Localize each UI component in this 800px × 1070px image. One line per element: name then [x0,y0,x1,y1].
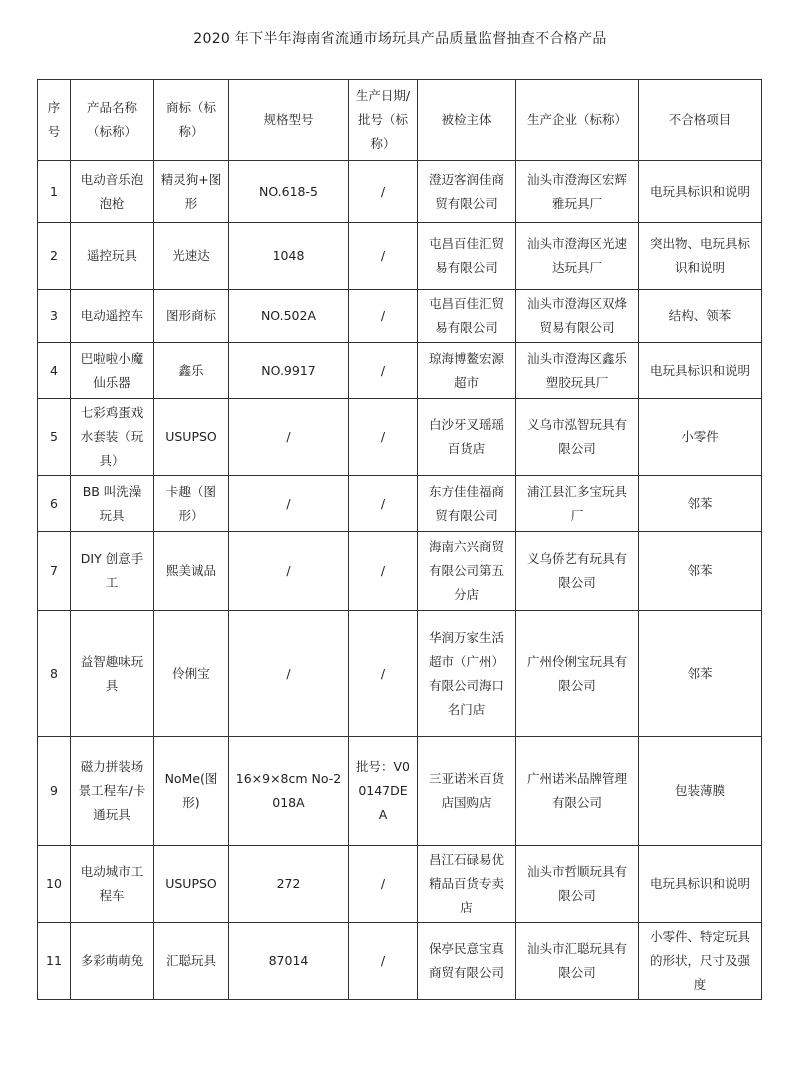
table-cell: 义乌市泓智玩具有限公司 [516,399,639,476]
table-cell: 7 [38,532,71,611]
table-cell: 小零件 [639,399,762,476]
table-body [38,161,762,1000]
table-cell: 熙美诚品 [154,532,229,611]
table-cell: 东方佳佳福商贸有限公司 [418,476,516,532]
table-cell: / [349,532,418,611]
table-cell: 电动城市工程车 [71,846,154,923]
table-cell: 电玩具标识和说明 [639,161,762,223]
table-cell: 浦江县汇多宝玩具厂 [516,476,639,532]
header-cell: 序号 [38,80,71,161]
table-cell: / [349,476,418,532]
table-row [38,290,762,343]
table-cell: / [349,290,418,343]
table-cell: 1 [38,161,71,223]
table-cell: 保亭民意宝真商贸有限公司 [418,923,516,1000]
table-cell: NoMe(图形) [154,737,229,846]
table-cell: 汇聪玩具 [154,923,229,1000]
table-row [38,476,762,532]
table-cell: / [349,923,418,1000]
nonconforming-products-table [37,79,762,1000]
table-cell: 电动音乐泡泡枪 [71,161,154,223]
table-cell: 电玩具标识和说明 [639,846,762,923]
table-cell: 8 [38,611,71,737]
table-cell: 光速达 [154,223,229,290]
table-cell: 邻苯 [639,611,762,737]
table-cell: 琼海博鳌宏源超市 [418,343,516,399]
table-cell: 七彩鸡蛋戏水套装（玩具） [71,399,154,476]
table-cell: 海南六兴商贸有限公司第五分店 [418,532,516,611]
table-header-row [38,80,762,161]
table-cell: 多彩萌萌兔 [71,923,154,1000]
table-cell: 包装薄膜 [639,737,762,846]
table-cell: 澄迈客润佳商贸有限公司 [418,161,516,223]
table-cell: 小零件、特定玩具的形状，尺寸及强度 [639,923,762,1000]
table-row [38,737,762,846]
table-cell: / [229,611,349,737]
table-cell: NO.502A [229,290,349,343]
table-cell: / [229,476,349,532]
table-cell: 卡趣（图形） [154,476,229,532]
table-cell: NO.618-5 [229,161,349,223]
table-cell: 6 [38,476,71,532]
table-cell: 白沙牙叉瑶瑶百货店 [418,399,516,476]
table-cell: 结构、领苯 [639,290,762,343]
header-cell: 生产日期/批号（标称） [349,80,418,161]
table-cell: 巴啦啦小魔仙乐器 [71,343,154,399]
table-cell: 4 [38,343,71,399]
table-cell: / [349,611,418,737]
table-row [38,923,762,1000]
header-cell: 商标（标称） [154,80,229,161]
table-cell: 三亚诺米百货店国购店 [418,737,516,846]
table-cell: 益智趣味玩具 [71,611,154,737]
table-row [38,611,762,737]
table-cell: 汕头市澄海区光速达玩具厂 [516,223,639,290]
table-cell: 屯昌百佳汇贸易有限公司 [418,223,516,290]
table-cell: 鑫乐 [154,343,229,399]
table-cell: / [349,343,418,399]
table-cell: 邻苯 [639,476,762,532]
table-cell: 电玩具标识和说明 [639,343,762,399]
table-cell: 突出物、电玩具标识和说明 [639,223,762,290]
table-cell: 汕头市澄海区宏辉雅玩具厂 [516,161,639,223]
table-row [38,532,762,611]
table-cell: / [349,161,418,223]
table-cell: NO.9917 [229,343,349,399]
header-cell: 规格型号 [229,80,349,161]
table-cell: 汕头市澄海区鑫乐塑胶玩具厂 [516,343,639,399]
table-cell: 华润万家生活超市（广州）有限公司海口名门店 [418,611,516,737]
table-cell: 邻苯 [639,532,762,611]
table-cell: / [349,846,418,923]
table-row [38,343,762,399]
header-cell: 不合格项目 [639,80,762,161]
table-cell: 5 [38,399,71,476]
table-cell: 义乌侨艺有玩具有限公司 [516,532,639,611]
table-cell: 伶俐宝 [154,611,229,737]
table-row [38,399,762,476]
table-cell: DIY 创意手工 [71,532,154,611]
table-cell: 昌江石碌易优精品百货专卖店 [418,846,516,923]
table-cell: 272 [229,846,349,923]
table-cell: 汕头市哲顺玩具有限公司 [516,846,639,923]
table-cell: 电动遥控车 [71,290,154,343]
table-cell: 屯昌百佳汇贸易有限公司 [418,290,516,343]
table-cell: 10 [38,846,71,923]
document-title: 2020 年下半年海南省流通市场玩具产品质量监督抽查不合格产品 [193,31,607,47]
header-cell: 生产企业（标称） [516,80,639,161]
table-cell: 9 [38,737,71,846]
table-cell: 汕头市汇聪玩具有限公司 [516,923,639,1000]
table-cell: 汕头市澄海区双烽贸易有限公司 [516,290,639,343]
table-cell: 批号：V00147DEA [349,737,418,846]
table-cell: / [229,399,349,476]
table-row [38,846,762,923]
table-cell: 87014 [229,923,349,1000]
table-cell: 11 [38,923,71,1000]
table-cell: 磁力拼装场景工程车/卡通玩具 [71,737,154,846]
table-cell: 遥控玩具 [71,223,154,290]
table-cell: 图形商标 [154,290,229,343]
table-cell: BB 叫洗澡玩具 [71,476,154,532]
header-cell: 被检主体 [418,80,516,161]
table-row [38,161,762,223]
table-cell: / [349,399,418,476]
table-cell: 2 [38,223,71,290]
table-cell: 精灵狗+图形 [154,161,229,223]
table-cell: 广州伶俐宝玩具有限公司 [516,611,639,737]
table-cell: 16×9×8cm No-2018A [229,737,349,846]
table-row [38,223,762,290]
table-cell: 广州诺米品牌管理有限公司 [516,737,639,846]
table-cell: USUPSO [154,846,229,923]
table-cell: / [349,223,418,290]
table-cell: 1048 [229,223,349,290]
table-cell: 3 [38,290,71,343]
table-cell: USUPSO [154,399,229,476]
table-cell: / [229,532,349,611]
header-cell: 产品名称（标称） [71,80,154,161]
